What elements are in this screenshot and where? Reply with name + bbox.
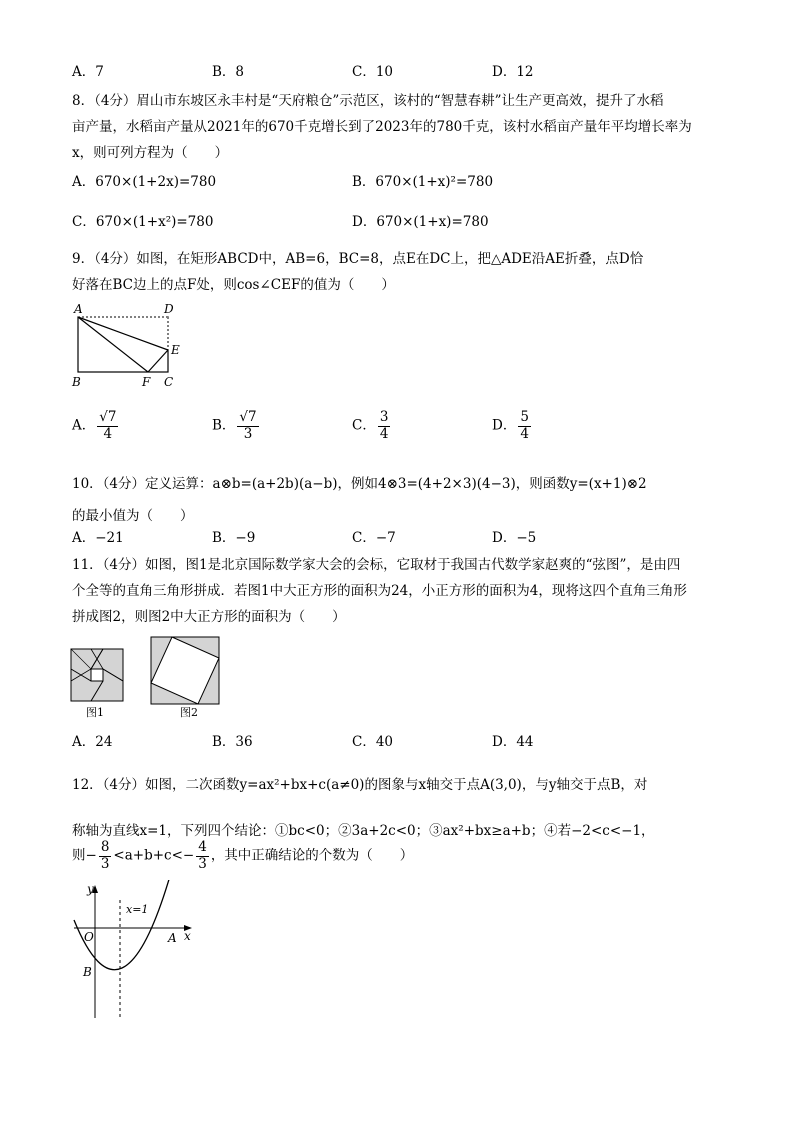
q12-line-3: 则− $\frac{8}{3}$ <a+b+c<− $\frac{4}{3}$ ，其中正确结论的个数为（ ） [72, 839, 414, 872]
q9-rectangle-figure [70, 300, 190, 392]
q10-option-b: B．−9 [212, 530, 256, 546]
segment-fe [148, 350, 168, 372]
q11-option-c: C．40 [352, 734, 394, 750]
q9-option-d: D． $\frac{5}{4}$ [492, 409, 529, 442]
q8-line-3: x，则可列方程为（ ） [72, 145, 229, 161]
q9-option-a: A． $\frac{√7}{4}$ [72, 409, 117, 442]
q9-line-1: 9．（4分）如图，在矩形ABCD中，AB=6，BC=8，点E在DC上，把△ADE沿AE折叠，点D恰 [72, 251, 644, 267]
q9-line-2: 好落在BC边上的点F处，则cos∠CEF的值为（ ） [72, 277, 395, 293]
label-b: B [72, 375, 81, 389]
question-8 [72, 88, 732, 166]
label-e: E [171, 343, 180, 357]
q7-option-c: C．10 [352, 64, 394, 80]
label-a: A [168, 931, 177, 945]
label-d: D [164, 302, 174, 316]
question-10 [72, 468, 732, 532]
label-x: x [184, 929, 191, 943]
q10-line-1: 10．（4分）定义运算：a⊗b=(a+2b)(a−b)，例如4⊗3=(4+2×3)(4−3)，则函数y=(x+1)⊗2 [72, 476, 647, 492]
q8-option-c: C．670×(1+x²)=780 [72, 214, 214, 230]
q8-option-b: B．670×(1+x)²=780 [352, 174, 494, 190]
label-c: C [164, 375, 174, 389]
q11-line-1: 11．（4分）如图，图1是北京国际数学家大会的会标，它取材于我国古代数学家赵爽的“弦图”，是由四 [72, 557, 681, 573]
q11-line-2: 个全等的直角三角形拼成．若图1中大正方形的面积为24，小正方形的面积为4，现将这四个直角三角形 [72, 583, 687, 599]
q8-line-2: 亩产量，水稻亩产量从2021年的670千克增长到了2023年的780千克，该村水稻亩产量年平均增长率为 [72, 119, 692, 135]
q12-line-2: 称轴为直线x=1，下列四个结论：①bc<0；②3a+2c<0；③ax²+bx≥a+b；④若−2<c<−1， [72, 823, 655, 839]
label-o: O [84, 930, 94, 944]
question-9 [72, 246, 732, 298]
q8-option-a: A．670×(1+2x)=780 [72, 174, 217, 190]
q11-line-3: 拼成图2，则图2中大正方形的面积为（ ） [72, 609, 346, 625]
label-symmetry-axis: x=1 [126, 903, 149, 916]
q9-option-c: C． $\frac{3}{4}$ [352, 409, 389, 442]
label-a: A [74, 302, 83, 316]
label-b: B [83, 965, 92, 979]
q11-figure-1 [70, 648, 126, 704]
q12-parabola-figure [70, 880, 200, 1020]
segment-af [78, 317, 148, 372]
question-11 [72, 552, 732, 630]
q10-option-d: D．−5 [492, 530, 537, 546]
q7-option-a: A．7 [72, 64, 104, 80]
q11-caption-1: 图1 [86, 706, 104, 719]
q7-option-d: D．12 [492, 64, 534, 80]
q12-line-1: 12．（4分）如图，二次函数y=ax²+bx+c(a≠0)的图象与x轴交于点A(3,0)，与y轴交于点B，对 [72, 777, 648, 793]
label-y: y [87, 882, 94, 896]
q10-option-a: A．−21 [72, 530, 124, 546]
q8-option-d: D．670×(1+x)=780 [352, 214, 489, 230]
q9-option-b: B． $\frac{√7}{3}$ [212, 409, 257, 442]
fold-line-ae [78, 317, 168, 350]
q11-caption-2: 图2 [180, 706, 198, 719]
label-f: F [142, 375, 151, 389]
q10-line-2: 的最小值为（ ） [72, 508, 194, 524]
q11-figure-2 [150, 636, 222, 706]
q11-option-a: A．24 [72, 734, 113, 750]
q7-option-b: B．8 [212, 64, 245, 80]
q11-option-b: B．36 [212, 734, 253, 750]
q10-option-c: C．−7 [352, 530, 396, 546]
q11-option-d: D．44 [492, 734, 534, 750]
q8-line-1: 8．（4分）眉山市东坡区永丰村是“天府粮仓”示范区，该村的“智慧春耕”让生产更高效，提升了水稻 [72, 93, 664, 109]
